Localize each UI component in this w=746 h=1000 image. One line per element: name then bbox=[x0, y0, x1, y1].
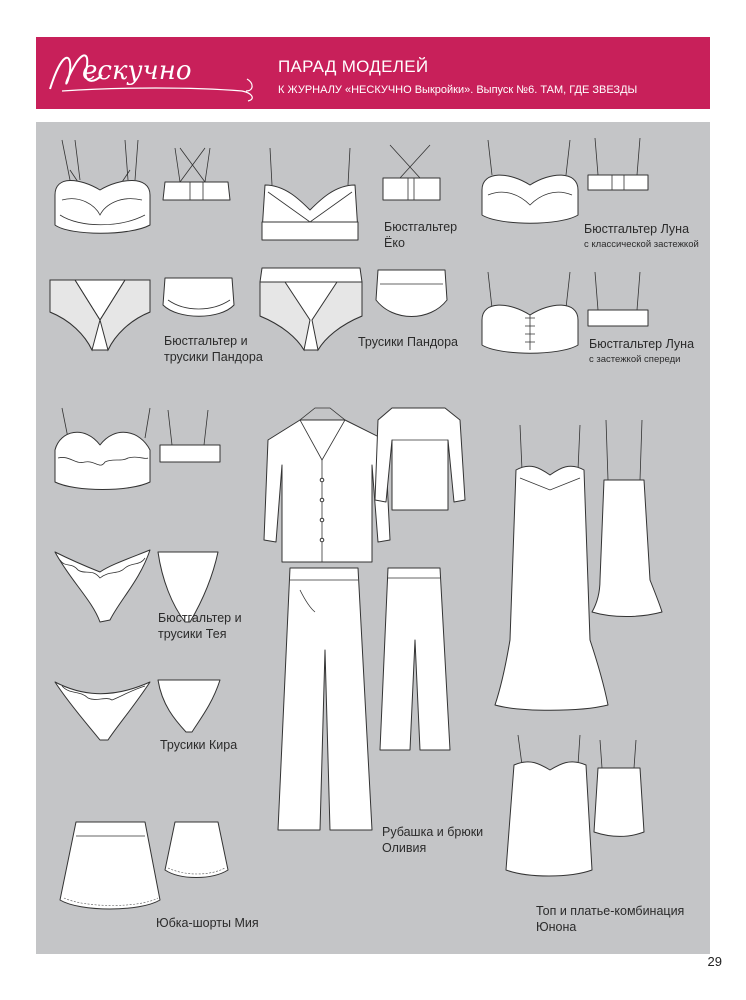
label-yunona: Топ и платье-комбинация Юнона bbox=[536, 904, 685, 934]
label-luna-front: Бюстгальтер Луна с застежкой спереди bbox=[589, 337, 695, 365]
luna-bra-classic-front-sketch bbox=[482, 140, 578, 223]
yunona-dress-front-sketch bbox=[495, 425, 608, 710]
pandora-panties-front-sketch bbox=[260, 268, 362, 350]
olivia-shirt-front-sketch bbox=[264, 408, 390, 562]
olivia-shirt-back-sketch bbox=[375, 408, 465, 510]
banner-subtitle: К ЖУРНАЛУ «НЕСКУЧНО Выкройки». Выпуск №6. ТАМ, ГДЕ ЗВЕЗДЫ bbox=[278, 84, 638, 96]
pandora-set-panties-front-sketch bbox=[50, 280, 150, 350]
teya-panties-front-sketch bbox=[55, 550, 150, 622]
pandora-bra-back-sketch bbox=[163, 148, 230, 200]
mia-skort-front-sketch bbox=[60, 822, 160, 909]
label-pandora-panties: Трусики Пандора bbox=[358, 335, 458, 349]
kira-panties-front-sketch bbox=[55, 682, 150, 740]
luna-bra-classic-back-sketch bbox=[588, 138, 648, 190]
label-teya: Бюстгальтер и трусики Тея bbox=[158, 611, 242, 641]
luna-bra-front-closure-back-sketch bbox=[588, 272, 648, 326]
pandora-panties-back-sketch bbox=[376, 270, 447, 317]
eko-bra-front-sketch bbox=[262, 148, 358, 240]
luna-bra-front-closure-sketch bbox=[482, 272, 578, 353]
banner-title: ПАРАД МОДЕЛЕЙ bbox=[278, 57, 429, 76]
pandora-set-panties-back-sketch bbox=[163, 278, 234, 316]
label-olivia: Рубашка и брюки Оливия bbox=[382, 825, 484, 855]
olivia-pants-back-sketch bbox=[380, 568, 450, 750]
page-number: 29 bbox=[707, 954, 722, 969]
eko-bra-back-sketch bbox=[383, 145, 440, 200]
label-eko: Бюстгальтер Ёко bbox=[384, 220, 458, 250]
yunona-top-front-sketch bbox=[506, 735, 592, 876]
label-pandora-set: Бюстгальтер и трусики Пандора bbox=[164, 334, 263, 364]
pandora-bra-front-sketch bbox=[55, 140, 150, 233]
teya-bra-back-sketch bbox=[160, 410, 220, 462]
svg-text:ескучно: ескучно bbox=[82, 56, 192, 86]
label-kira: Трусики Кира bbox=[160, 738, 238, 752]
kira-panties-back-sketch bbox=[158, 680, 220, 732]
label-mia: Юбка-шорты Мия bbox=[156, 916, 259, 930]
mia-skort-back-sketch bbox=[165, 822, 228, 878]
yunona-dress-back-sketch bbox=[592, 420, 662, 617]
label-luna-classic: Бюстгальтер Луна с классической застежкой bbox=[584, 222, 699, 250]
teya-bra-front-sketch bbox=[55, 408, 150, 490]
olivia-pants-front-sketch bbox=[278, 568, 372, 830]
yunona-top-back-sketch bbox=[594, 740, 644, 837]
